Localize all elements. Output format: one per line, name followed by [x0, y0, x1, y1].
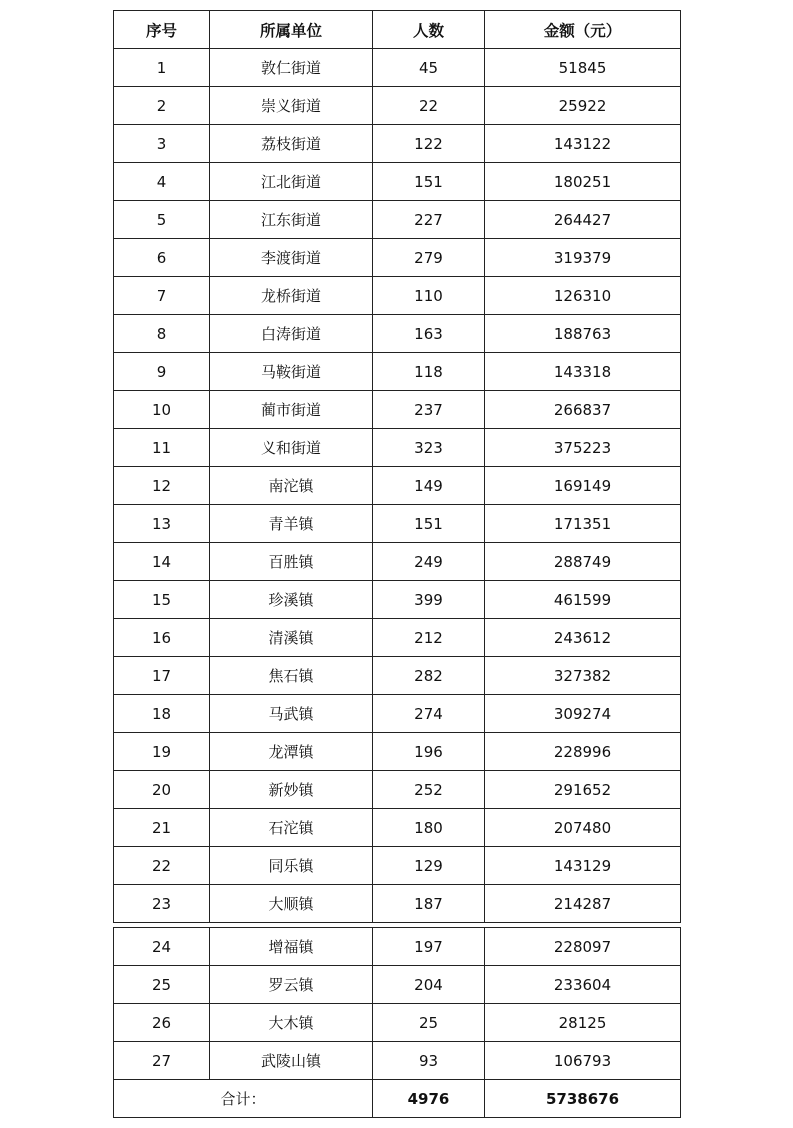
row-index: 2: [114, 87, 210, 125]
row-people: 25: [373, 1004, 485, 1042]
row-amount: 243612: [485, 619, 681, 657]
row-unit: 大顺镇: [210, 885, 373, 923]
row-unit: 清溪镇: [210, 619, 373, 657]
table-row: [114, 733, 681, 771]
table-row: [114, 239, 681, 277]
total-people: 4976: [373, 1080, 485, 1118]
row-amount: 106793: [485, 1042, 681, 1080]
row-amount: 28125: [485, 1004, 681, 1042]
row-people: 249: [373, 543, 485, 581]
row-people: 196: [373, 733, 485, 771]
row-people: 279: [373, 239, 485, 277]
row-index: 12: [114, 467, 210, 505]
row-unit: 敦仁街道: [210, 49, 373, 87]
row-index: 20: [114, 771, 210, 809]
row-unit: 武陵山镇: [210, 1042, 373, 1080]
header-index: 序号: [114, 11, 210, 49]
row-index: 26: [114, 1004, 210, 1042]
table-row: [114, 1004, 681, 1042]
header-amount: 金额（元）: [485, 11, 681, 49]
row-unit: 新妙镇: [210, 771, 373, 809]
row-index: 6: [114, 239, 210, 277]
row-amount: 375223: [485, 429, 681, 467]
table-row: [114, 201, 681, 239]
row-index: 1: [114, 49, 210, 87]
table-row: [114, 619, 681, 657]
row-people: 118: [373, 353, 485, 391]
table-row: [114, 581, 681, 619]
row-unit: 义和街道: [210, 429, 373, 467]
row-index: 14: [114, 543, 210, 581]
row-people: 274: [373, 695, 485, 733]
row-amount: 266837: [485, 391, 681, 429]
subsidy-table-part-1: [113, 10, 681, 923]
row-index: 15: [114, 581, 210, 619]
row-people: 237: [373, 391, 485, 429]
row-people: 197: [373, 928, 485, 966]
row-people: 163: [373, 315, 485, 353]
row-amount: 51845: [485, 49, 681, 87]
row-unit: 增福镇: [210, 928, 373, 966]
row-unit: 蔺市街道: [210, 391, 373, 429]
table-row: [114, 809, 681, 847]
row-index: 5: [114, 201, 210, 239]
row-amount: 214287: [485, 885, 681, 923]
total-row: [114, 1080, 681, 1118]
row-people: 110: [373, 277, 485, 315]
table-row: [114, 353, 681, 391]
row-people: 149: [373, 467, 485, 505]
row-unit: 龙桥街道: [210, 277, 373, 315]
table-row: [114, 928, 681, 966]
table-row: [114, 49, 681, 87]
row-amount: 25922: [485, 87, 681, 125]
row-people: 227: [373, 201, 485, 239]
row-amount: 309274: [485, 695, 681, 733]
row-index: 22: [114, 847, 210, 885]
table-row: [114, 657, 681, 695]
row-unit: 罗云镇: [210, 966, 373, 1004]
row-amount: 461599: [485, 581, 681, 619]
row-index: 18: [114, 695, 210, 733]
row-unit: 崇义街道: [210, 87, 373, 125]
row-unit: 江北街道: [210, 163, 373, 201]
row-people: 212: [373, 619, 485, 657]
row-index: 13: [114, 505, 210, 543]
row-amount: 171351: [485, 505, 681, 543]
row-index: 17: [114, 657, 210, 695]
row-index: 11: [114, 429, 210, 467]
row-amount: 288749: [485, 543, 681, 581]
row-unit: 白涛街道: [210, 315, 373, 353]
row-people: 45: [373, 49, 485, 87]
row-amount: 188763: [485, 315, 681, 353]
row-amount: 143129: [485, 847, 681, 885]
row-unit: 同乐镇: [210, 847, 373, 885]
row-amount: 327382: [485, 657, 681, 695]
table-row: [114, 467, 681, 505]
row-people: 22: [373, 87, 485, 125]
table-row: [114, 505, 681, 543]
row-unit: 马武镇: [210, 695, 373, 733]
table-row: [114, 125, 681, 163]
header-people: 人数: [373, 11, 485, 49]
row-index: 27: [114, 1042, 210, 1080]
row-amount: 143318: [485, 353, 681, 391]
row-unit: 大木镇: [210, 1004, 373, 1042]
row-amount: 180251: [485, 163, 681, 201]
row-unit: 石沱镇: [210, 809, 373, 847]
table-row: [114, 315, 681, 353]
row-unit: 百胜镇: [210, 543, 373, 581]
table-row: [114, 277, 681, 315]
row-index: 23: [114, 885, 210, 923]
row-index: 7: [114, 277, 210, 315]
table-row: [114, 87, 681, 125]
row-index: 19: [114, 733, 210, 771]
row-index: 21: [114, 809, 210, 847]
row-people: 122: [373, 125, 485, 163]
row-index: 8: [114, 315, 210, 353]
row-index: 24: [114, 928, 210, 966]
row-unit: 珍溪镇: [210, 581, 373, 619]
row-unit: 焦石镇: [210, 657, 373, 695]
table-row: [114, 966, 681, 1004]
row-index: 4: [114, 163, 210, 201]
row-people: 93: [373, 1042, 485, 1080]
total-label: 合计：: [114, 1080, 373, 1118]
row-amount: 319379: [485, 239, 681, 277]
subsidy-table-part-2: [113, 927, 681, 1118]
row-amount: 264427: [485, 201, 681, 239]
row-amount: 126310: [485, 277, 681, 315]
row-amount: 233604: [485, 966, 681, 1004]
row-amount: 228996: [485, 733, 681, 771]
row-index: 25: [114, 966, 210, 1004]
row-people: 129: [373, 847, 485, 885]
table-row: [114, 163, 681, 201]
row-amount: 169149: [485, 467, 681, 505]
row-index: 3: [114, 125, 210, 163]
row-amount: 207480: [485, 809, 681, 847]
row-unit: 龙潭镇: [210, 733, 373, 771]
row-people: 282: [373, 657, 485, 695]
row-unit: 马鞍街道: [210, 353, 373, 391]
row-amount: 291652: [485, 771, 681, 809]
row-unit: 青羊镇: [210, 505, 373, 543]
table-row: [114, 771, 681, 809]
header-unit: 所属单位: [210, 11, 373, 49]
row-unit: 荔枝街道: [210, 125, 373, 163]
row-people: 399: [373, 581, 485, 619]
table-row: [114, 847, 681, 885]
row-people: 187: [373, 885, 485, 923]
row-people: 180: [373, 809, 485, 847]
table-row: [114, 429, 681, 467]
table-row: [114, 695, 681, 733]
row-people: 323: [373, 429, 485, 467]
row-people: 151: [373, 163, 485, 201]
row-index: 16: [114, 619, 210, 657]
table-row: [114, 885, 681, 923]
row-index: 10: [114, 391, 210, 429]
row-people: 204: [373, 966, 485, 1004]
row-unit: 李渡街道: [210, 239, 373, 277]
table-row: [114, 391, 681, 429]
row-unit: 南沱镇: [210, 467, 373, 505]
total-amount: 5738676: [485, 1080, 681, 1118]
table-row: [114, 543, 681, 581]
row-people: 151: [373, 505, 485, 543]
table-row: [114, 1042, 681, 1080]
row-unit: 江东街道: [210, 201, 373, 239]
row-index: 9: [114, 353, 210, 391]
row-amount: 143122: [485, 125, 681, 163]
row-people: 252: [373, 771, 485, 809]
row-amount: 228097: [485, 928, 681, 966]
header-row: [114, 11, 681, 49]
